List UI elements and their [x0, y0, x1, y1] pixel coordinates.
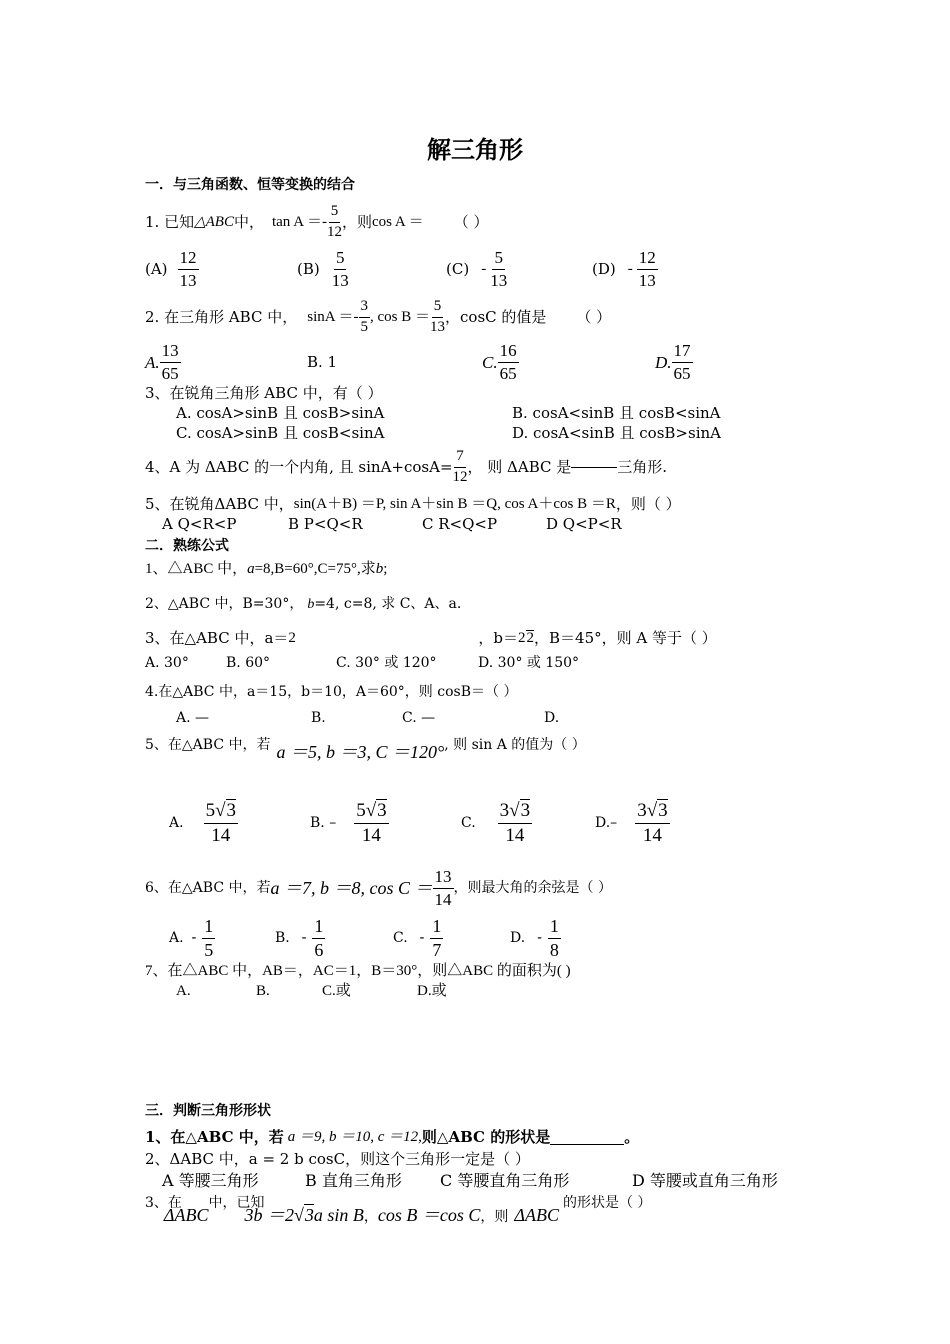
- option-a: (A) $\frac{12}{13}$: [145, 247, 197, 290]
- option-b: B. - $\frac{1}{6}$: [275, 915, 324, 960]
- q-zhong: 中，: [233, 212, 264, 231]
- fraction: $\frac{5}{13}$: [430, 297, 446, 335]
- option-a: A. $\frac{13}{65}$: [145, 340, 179, 383]
- question-2-7: 7、在△ABC 中，AB＝，AC＝1，B＝30°，则△ABC 的面积为( ): [145, 963, 571, 979]
- value-a: 2: [288, 629, 296, 646]
- question-2-5-options: [145, 796, 845, 850]
- option-c: C.或: [322, 983, 351, 999]
- section-2-heading: 二．熟练公式: [145, 538, 229, 554]
- option-d: D Q<P<R: [546, 515, 622, 533]
- question-1-4: 4、A 为 ΔABC 的一个内角, 且 sinA+cosA= $\frac{7}{12}$ ， 则 ΔABC 是 三角形.: [145, 447, 668, 485]
- question-1-2: 2. 在三角形 ABC 中， sinA ＝- $\frac{3}{5}$ , cos B ＝ $\frac{5}{13}$ ，cosC 的值是 （ ）: [145, 297, 612, 335]
- cos-expression: cos A ＝: [372, 213, 424, 230]
- option-c: C. 30° 或 120°: [336, 655, 437, 671]
- question-1-1-options: [145, 247, 845, 291]
- option-b: B. – $\frac{5√3}{14}$: [310, 799, 387, 846]
- question-3-2: 2、ΔABC 中，a = 2 b cosC，则这个三角形一定是（ ）: [145, 1150, 530, 1168]
- question-2-6: 6、在△ABC 中，若 a ＝7, b ＝8, cos C ＝ $\frac{13}{14}$ ，则最大角的余弦是（ ）: [145, 866, 612, 909]
- option-d: (D) - $\frac{12}{13}$: [592, 247, 656, 290]
- fraction: $\frac{3}{5}$: [360, 297, 368, 335]
- fraction: $\frac{7}{12}$: [452, 447, 468, 485]
- fraction: $\frac{13}{14}$: [434, 866, 452, 909]
- option-b: B.: [311, 710, 326, 726]
- question-1-2-options: [145, 340, 845, 384]
- option-d: D. $\frac{17}{65}$: [655, 340, 691, 383]
- option-d: D. cosA<sinB 且 cosB>sinA: [512, 424, 721, 442]
- question-1-5: 5、在锐角ΔABC 中， sin(A＋B) ＝P, sin A＋sin B ＝Q, cos A＋cos B ＝R ，则（ ）: [145, 494, 681, 513]
- question-2-5: 5、在△ABC 中，若 a ＝5, b ＝3, C ＝120° , 则 sin A 的值为（ ）: [145, 737, 586, 762]
- option-a: A. —: [176, 710, 210, 726]
- formula: sin(A＋B) ＝P, sin A＋sin B ＝Q, cos A＋cos B ＝R: [293, 495, 616, 512]
- formula: 3b ＝2√3a sin B: [244, 1205, 364, 1225]
- option-d: D. - $\frac{1}{8}$: [510, 915, 559, 960]
- option-c: C. cosA>sinB 且 cosB<sinA: [176, 424, 385, 442]
- option-b: B P<Q<R: [288, 515, 363, 533]
- page-title: 解三角形: [427, 135, 523, 164]
- formula: a ＝5, b ＝3, C ＝120°: [276, 742, 445, 762]
- answer-blank[interactable]: [550, 1130, 624, 1145]
- formula: a ＝7, b ＝8, cos C ＝: [270, 878, 433, 898]
- section-3-heading: 三．判断三角形形状: [145, 1103, 271, 1119]
- option-d: D 等腰或直角三角形: [632, 1171, 778, 1190]
- option-c: C. $\frac{3√3}{14}$: [461, 799, 531, 846]
- option-b: (B) $\frac{5}{13}$: [297, 247, 349, 290]
- option-a: A 等腰三角形: [162, 1171, 259, 1190]
- question-1-3: 3、在锐角三角形 ABC 中，有（ ）: [145, 384, 383, 402]
- option-d: D.: [544, 710, 560, 726]
- option-a: A. cosA>sinB 且 cosB>sinA: [176, 404, 385, 422]
- option-a: A. $\frac{5√3}{14}$: [169, 799, 236, 846]
- option-d: D.– $\frac{3√3}{14}$: [595, 799, 668, 846]
- question-2-3: 3、在△ABC 中，a＝ 2 ，b＝ 2 2 ，B＝45°，则 A 等于（ ）: [145, 628, 717, 647]
- section-1-heading: 一．与三角函数、恒等变换的结合: [145, 177, 355, 193]
- option-c: C. —: [402, 710, 436, 726]
- question-2-4: 4.在△ABC 中，a＝15，b＝10，A＝60°，则 cosB＝（ ）: [145, 684, 518, 700]
- answer-paren: （ ）: [576, 307, 612, 326]
- q-then: ，则: [341, 212, 372, 231]
- option-c: C 等腰直角三角形: [440, 1171, 570, 1190]
- option-c: C. - $\frac{1}{7}$: [393, 915, 442, 960]
- option-a: A.: [176, 983, 191, 999]
- tan-expression: tan A ＝-: [271, 213, 327, 230]
- answer-paren: （ ）: [453, 212, 489, 231]
- question-1-1: [145, 200, 488, 244]
- q-prefix: 1. 已知: [145, 212, 195, 231]
- q-triangle: △ABC: [194, 213, 234, 230]
- question-3-3: 3、在 ΔABC 中，已知 3b ＝2√3a sin B ， cos B ＝cos C ，则 ΔABC 的形状是（ ）: [145, 1195, 652, 1225]
- option-a: A Q<R<P: [162, 515, 237, 533]
- option-b: B 直角三角形: [305, 1171, 402, 1190]
- question-2-2: 2、△ABC 中，B=30°， b=4, c=8, 求 C、A、a.: [145, 596, 462, 612]
- fraction: $\frac{5}{12}$: [326, 202, 342, 240]
- formula: cos B ＝cos C: [377, 1205, 481, 1225]
- formula: a ＝9, b ＝10, c ＝12,: [287, 1128, 422, 1145]
- question-2-6-options: [145, 914, 845, 962]
- option-b: B. 1: [307, 352, 338, 371]
- question-2-1: 1、△ABC 中，a=8,B=60°,C=75°,求b;: [145, 561, 388, 577]
- option-d: D. 30° 或 150°: [478, 655, 580, 671]
- question-3-1: 1、在△ABC 中，若 a ＝9, b ＝10, c ＝12, 则△ABC 的形状是 。: [145, 1127, 640, 1146]
- option-d: D.或: [417, 983, 447, 999]
- option-b: B. 60°: [226, 655, 271, 671]
- option-a: A. 30°: [145, 655, 189, 671]
- option-b: B. cosA<sinB 且 cosB<sinA: [512, 404, 721, 422]
- option-c: (C) - $\frac{5}{13}$: [446, 247, 508, 290]
- answer-blank[interactable]: [571, 467, 617, 468]
- option-b: B.: [256, 983, 270, 999]
- option-c: C. $\frac{16}{65}$: [482, 340, 517, 383]
- sqrt: 2: [526, 630, 535, 646]
- option-a: A. - $\frac{1}{5}$: [169, 915, 214, 960]
- option-c: C R<Q<P: [422, 515, 498, 533]
